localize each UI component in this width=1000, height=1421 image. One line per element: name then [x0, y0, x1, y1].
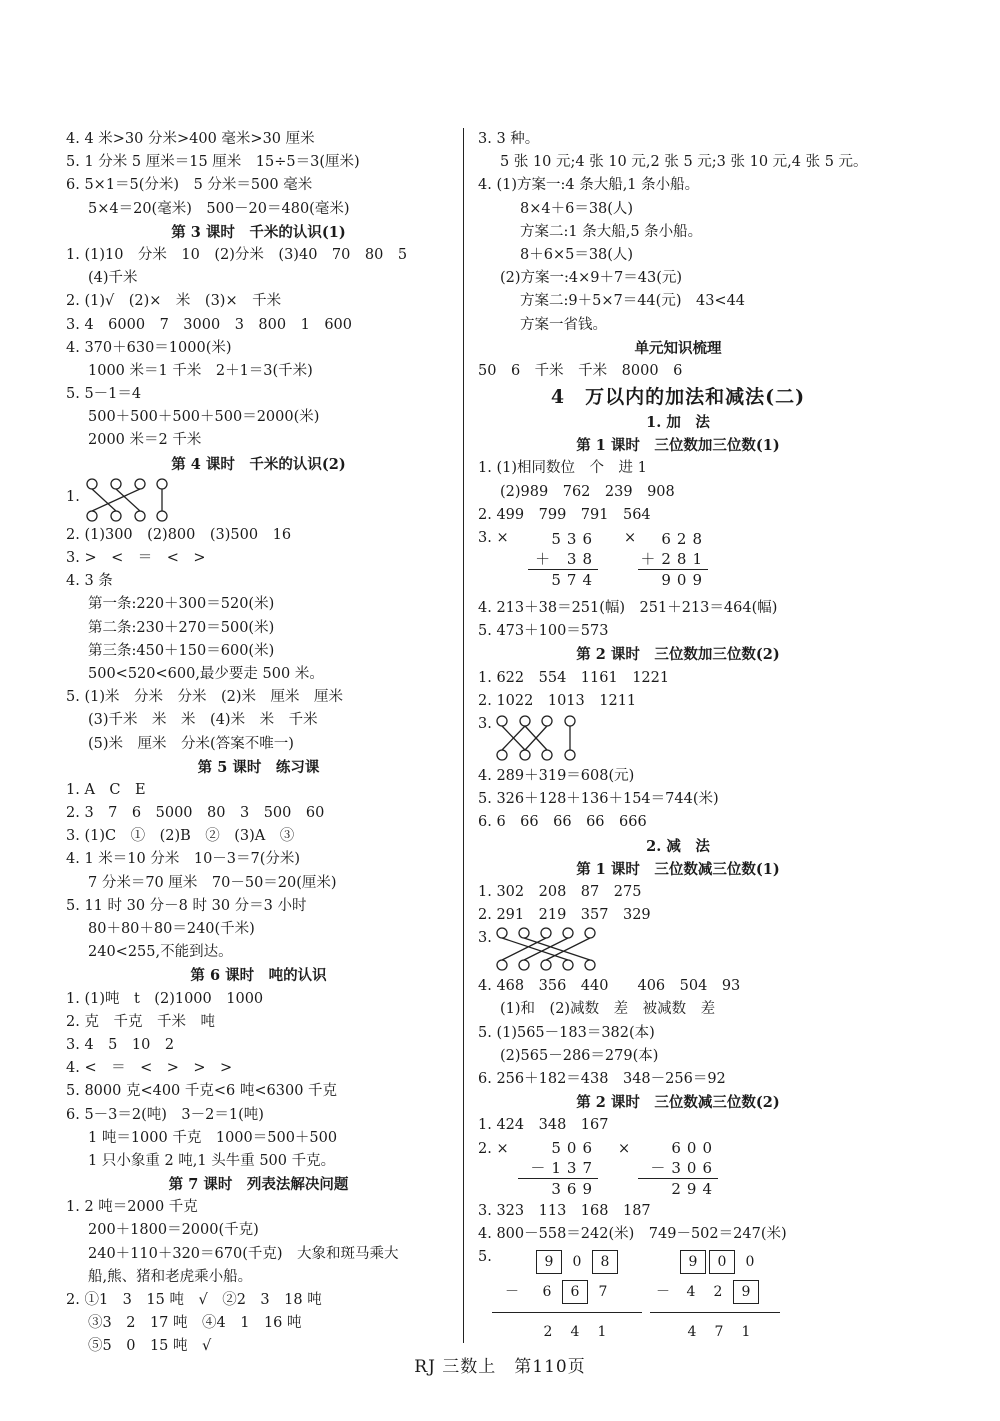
- answer-line: 1 只小象重 2 吨,1 头牛重 500 千克。: [88, 1152, 336, 1169]
- lesson-heading: 第 3 课时 千米的认识(1): [171, 223, 346, 241]
- lesson-heading: 第 2 课时 三位数减三位数(2): [576, 1094, 780, 1112]
- answer-line: (3)千米 米 米 (4)米 米 千米: [88, 712, 318, 729]
- vertical-calc-3: [518, 1138, 598, 1199]
- digit-box: 9: [733, 1280, 759, 1304]
- answer-line: 2. 291 219 357 329: [478, 907, 651, 924]
- answer-line: ③3 2 17 吨 ④4 1 16 吨: [88, 1315, 302, 1332]
- answer-line: 6. 5×1＝5(分米) 5 分米＝500 毫米: [66, 177, 313, 194]
- digit-cell: 2: [543, 1323, 553, 1340]
- answer-line: (2)565－286＝279(本): [500, 1047, 659, 1064]
- answer-line: 3. 323 113 168 187: [478, 1202, 651, 1219]
- answer-line: 6. 256＋182＝438 348－256＝92: [478, 1071, 726, 1087]
- answer-line: 500＋500＋500＋500＝2000(米): [88, 409, 320, 426]
- answer-line: 5. 5－1＝4: [66, 386, 142, 403]
- section-heading: 单元知识梳理: [634, 339, 722, 357]
- digit-box: 9: [536, 1250, 562, 1274]
- answer-line: 2. 克 千克 千米 吨: [66, 1013, 215, 1030]
- answer-line: 5. 8000 克<400 千克<6 吨<6300 千克: [66, 1083, 338, 1100]
- answer-line: (2)方案一:4×9＋7＝43(元): [500, 270, 683, 287]
- answer-line: 5. (1)米 分米 分米 (2)米 厘米 厘米: [66, 689, 344, 706]
- answer-line: 船,熊、猪和老虎乘小船。: [88, 1268, 253, 1285]
- digit-cell: 4: [686, 1283, 696, 1300]
- box-puzzle-1: [492, 1250, 642, 1345]
- page-footer: RJ 三数上 第110页: [414, 1357, 586, 1377]
- answer-line: 1. 2 吨＝2000 千克: [66, 1199, 198, 1216]
- answer-label: 2. ×: [478, 1140, 509, 1157]
- answer-line: 6. 6 66 66 66 666: [478, 814, 647, 831]
- digit-cell: 7: [598, 1283, 608, 1300]
- answer-line: 2000 米＝2 千米: [88, 432, 202, 449]
- lesson-heading: 第 2 课时 三位数加三位数(2): [576, 646, 780, 664]
- answer-line: 4. 3 条: [66, 573, 113, 590]
- box-row-top: [492, 1250, 642, 1280]
- answer-line: 8＋6×5＝38(人): [520, 246, 634, 263]
- answer-line: 240＋110＋320＝670(千克) 大象和斑马乘大: [88, 1245, 399, 1262]
- answer-line: 1. A C E: [66, 781, 146, 798]
- answer-line: 1 吨＝1000 千克 1000＝500＋500: [88, 1129, 338, 1146]
- answer-label: 1.: [66, 488, 80, 505]
- answer-line: 6. 5－3＝2(吨) 3－2＝1(吨): [66, 1106, 264, 1123]
- digit-cell: 1: [741, 1323, 751, 1340]
- answer-label: 3.: [478, 715, 492, 732]
- calc-mid: －306: [650, 1158, 718, 1177]
- lesson-heading: 第 4 课时 千米的认识(2): [171, 455, 346, 473]
- answer-line: 3. 3 种。: [478, 131, 540, 147]
- answer-line: 2. 3 7 6 5000 80 3 500 60: [66, 805, 325, 822]
- section-heading: 2. 减 法: [646, 837, 710, 855]
- answer-line: 2. (1)√ (2)× 米 (3)× 千米: [66, 293, 282, 310]
- lesson-heading: 第 7 课时 列表法解决问题: [168, 1176, 349, 1194]
- answer-line: 4. (1)方案一:4 条大船,1 条小船。: [478, 177, 700, 194]
- answer-line: (5)米 厘米 分米(答案不唯一): [88, 735, 294, 752]
- digit-cell: 1: [597, 1323, 607, 1340]
- box-row-result: [650, 1312, 780, 1345]
- answer-line: 5. 473＋100＝573: [478, 623, 609, 640]
- matching-diagram: [478, 713, 878, 765]
- answer-line: 1. 424 348 167: [478, 1117, 609, 1134]
- section-heading: 1. 加 法: [646, 414, 710, 432]
- answer-line: (1)和 (2)减数 差 被减数 差: [500, 1001, 716, 1018]
- answer-line: 2. ①1 3 15 吨 √ ②2 3 18 吨: [66, 1292, 322, 1308]
- answer-label: 3.: [478, 930, 492, 947]
- box-puzzle-2: [650, 1250, 780, 1345]
- calc-mid: ＋ 38: [535, 550, 598, 568]
- matching-lines-diagram: [492, 713, 602, 763]
- answer-line: 4. < ＝ < > > >: [66, 1060, 233, 1077]
- answer-label: 3. ×: [478, 530, 509, 546]
- answer-line: 第一条:220＋300＝520(米): [88, 596, 275, 613]
- box-row-result: [492, 1312, 642, 1345]
- vertical-calc-1: [528, 529, 598, 590]
- vertical-calc-4: [638, 1138, 718, 1199]
- calc-result: 369: [518, 1178, 598, 1199]
- answer-line: 3. 4 5 10 2: [66, 1036, 175, 1053]
- calc-top: 536: [551, 530, 598, 548]
- answer-line: 4. 370＋630＝1000(米): [66, 339, 232, 356]
- answer-line: 240<255,不能到达。: [88, 944, 233, 961]
- vertical-calc-2: [638, 529, 708, 590]
- calc-top: 628: [661, 530, 708, 548]
- answer-line: 5×4＝20(毫米) 500－20＝480(毫米): [88, 200, 350, 217]
- answer-line: 1. (1)相同数位 个 进 1: [478, 460, 647, 477]
- box-row-mid: [492, 1280, 642, 1310]
- answer-line: 7 分米＝70 厘米 70－50＝20(厘米): [88, 874, 337, 891]
- answer-line: 8×4＋6＝38(人): [520, 200, 634, 217]
- answer-line: 4. 213＋38＝251(幅) 251＋213＝464(幅): [478, 600, 778, 616]
- answer-line: 1000 米＝1 千米 2＋1＝3(千米): [88, 362, 313, 379]
- answer-line: 4. 800－558＝242(米) 749－502＝247(米): [478, 1225, 787, 1242]
- cross-mark: ×: [624, 530, 637, 546]
- digit-cell: 0: [572, 1253, 582, 1270]
- digit-cell: 6: [542, 1283, 552, 1300]
- lesson-heading: 第 1 课时 三位数减三位数(1): [576, 860, 780, 878]
- answer-line: 第三条:450＋150＝600(米): [88, 642, 275, 659]
- answer-line: 5. 11 时 30 分－8 时 30 分＝3 小时: [66, 897, 307, 914]
- answer-line: 1. 622 554 1161 1221: [478, 669, 670, 686]
- answer-line: 5 张 10 元;4 张 10 元,2 张 5 元;3 张 10 元,4 张 5 元。: [500, 154, 868, 171]
- answer-line: 200＋1800＝2000(千克): [88, 1222, 259, 1239]
- calc-mid: －137: [530, 1158, 598, 1177]
- lesson-heading: 第 1 课时 三位数加三位数(1): [576, 437, 780, 455]
- minus-sign: －: [505, 1283, 519, 1300]
- cross-mark: ×: [618, 1140, 631, 1157]
- left-column: [66, 128, 451, 1359]
- minus-sign: －: [656, 1283, 670, 1300]
- right-column: [478, 128, 878, 1346]
- answer-label: 5.: [478, 1248, 492, 1265]
- answer-line: 3. (1)C ① (2)B ② (3)A ③: [66, 828, 295, 845]
- matching-diagram: [478, 927, 878, 975]
- answer-line: 1. 302 208 87 275: [478, 883, 642, 900]
- answer-line: 方案一省钱。: [520, 316, 607, 333]
- lesson-heading: 第 5 课时 练习课: [197, 758, 320, 776]
- digit-box: 8: [592, 1250, 618, 1274]
- answer-line: 5. 1 分米 5 厘米＝15 厘米 15÷5＝3(厘米): [66, 154, 360, 171]
- digit-box: 9: [680, 1250, 706, 1274]
- answer-line: 方案二:1 条大船,5 条小船。: [520, 223, 703, 240]
- unit-title: 4 万以内的加法和减法(二): [550, 386, 806, 409]
- box-row-top: [650, 1250, 780, 1280]
- matching-diagram: [66, 476, 451, 524]
- digit-cell: 0: [745, 1253, 755, 1270]
- answer-line: (2)989 762 239 908: [500, 483, 675, 500]
- digit-box: 6: [562, 1280, 588, 1304]
- answer-line: 1. (1)10 分米 10 (2)分米 (3)40 70 80 5: [66, 246, 408, 263]
- answer-line: ⑤5 0 15 吨 √: [88, 1338, 212, 1355]
- answer-line: 4. 289＋319＝608(元): [478, 767, 635, 784]
- answer-line: 2. 1022 1013 1211: [478, 692, 637, 709]
- answer-line: 4. 4 米>30 分米>400 毫米>30 厘米: [66, 131, 315, 147]
- answer-line: 方案二:9＋5×7＝44(元) 43<44: [520, 293, 746, 310]
- digit-cell: 7: [714, 1323, 724, 1340]
- answer-line: 5. 326＋128＋136＋154＝744(米): [478, 791, 719, 808]
- answer-line: 500<520<600,最少要走 500 米。: [88, 665, 324, 682]
- calc-mid: ＋281: [640, 550, 708, 568]
- answer-line: 1. (1)吨 t (2)1000 1000: [66, 990, 264, 1007]
- lesson-heading: 第 6 课时 吨的认识: [190, 967, 327, 985]
- answer-line: 4. 468 356 440 406 504 93: [478, 978, 741, 995]
- box-puzzle-block: [478, 1246, 878, 1346]
- matching-lines-diagram: [82, 476, 202, 524]
- digit-cell: 4: [687, 1323, 697, 1340]
- answer-line: 第二条:230＋270＝500(米): [88, 619, 275, 636]
- vertical-addition-block: [478, 527, 878, 597]
- column-divider: [463, 128, 464, 1343]
- answer-line: 3. > < ＝ < >: [66, 550, 206, 566]
- answer-line: 80＋80＋80＝240(千米): [88, 921, 255, 937]
- calc-top: 600: [671, 1138, 718, 1157]
- matching-lines-diagram: [492, 927, 612, 973]
- box-row-mid: [650, 1280, 780, 1310]
- digit-cell: 2: [713, 1283, 723, 1300]
- answer-line: 50 6 千米 千米 8000 6: [478, 362, 683, 379]
- calc-result: 909: [638, 569, 708, 590]
- calc-top: 506: [551, 1138, 598, 1157]
- answer-line: 4. 1 米＝10 分米 10－3＝7(分米): [66, 851, 301, 868]
- calc-result: 574: [528, 569, 598, 590]
- vertical-subtraction-block: [478, 1138, 878, 1200]
- answer-line: 5. (1)565－183＝382(本): [478, 1024, 655, 1041]
- answer-line: 2. (1)300 (2)800 (3)500 16: [66, 526, 292, 543]
- calc-result: 294: [638, 1178, 718, 1199]
- digit-cell: 4: [570, 1323, 580, 1340]
- digit-box: 0: [709, 1250, 735, 1274]
- answer-line: 3. 4 6000 7 3000 3 800 1 600: [66, 316, 352, 333]
- answer-line: (4)千米: [88, 270, 138, 287]
- answer-line: 2. 499 799 791 564: [478, 506, 651, 523]
